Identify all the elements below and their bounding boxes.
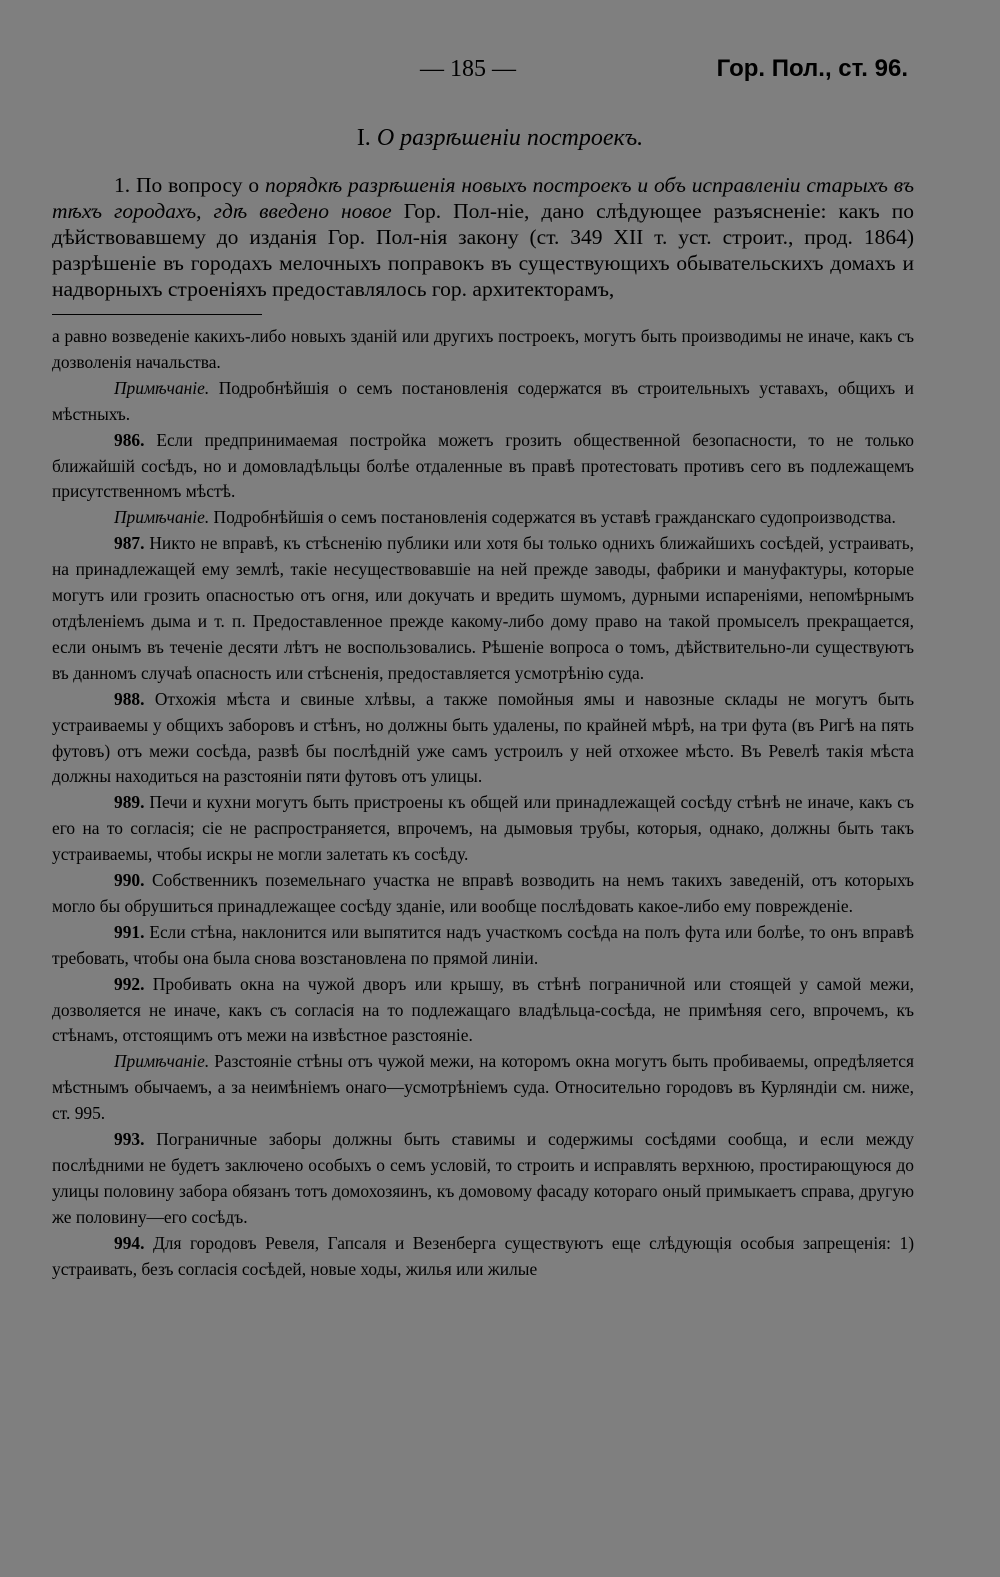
article-number: 992. — [114, 973, 145, 994]
footnote-divider — [52, 314, 262, 315]
note-label: Примѣчаніе. — [114, 377, 210, 398]
intro-number: 1. — [114, 173, 131, 197]
article-paragraph — [52, 1231, 914, 1283]
page-number: — 185 — — [420, 56, 516, 82]
running-title: Гор. Пол., ст. 96. — [716, 55, 908, 82]
paragraph-text: Подробнѣйшія о семъ постановленія содержатся въ уставѣ гражданскаго судопроизводства. — [209, 507, 896, 528]
article-number: 987. — [114, 533, 145, 554]
continuation-paragraph — [52, 324, 914, 376]
running-header — [0, 52, 1000, 92]
article-number: 988. — [114, 688, 145, 709]
article-paragraph — [52, 1127, 914, 1231]
article-number: 989. — [114, 792, 145, 813]
paragraph-text: Собственникъ поземельнаго участка не вправѣ возводить на немъ такихъ заведеній, отъ которыхъ могло бы обрушиться принадлежащее сосѣду зданіе, или вообще послѣдовать какое-либо ему поврежденіе. — [52, 870, 914, 916]
article-number: 986. — [114, 429, 145, 450]
paragraph-text: Печи и кухни могутъ быть пристроены къ общей или принадлежащей сосѣду стѣнѣ не иначе, какъ съ его на то согласія; сіе не распространяется, впрочемъ, на дымовыя трубы, которыя, однако, должны быть такъ устраиваемы, чтобы искры не могли залетать къ сосѣду. — [52, 792, 914, 865]
paragraph-text: Если предпринимаемая постройка можетъ грозить общественной безопасности, то не только ближайшій сосѣдъ, но и домовладѣльцы болѣе отдаленные въ правѣ протестовать противъ сего въ подлежащемъ присутственномъ мѣстѣ. — [52, 429, 914, 502]
paragraph-text: Разстояніе стѣны отъ чужой межи, на которомъ окна могутъ быть пробиваемы, опредѣляется мѣстнымъ обычаемъ, а за неимѣніемъ онаго—усмотрѣніемъ суда. Относительно городовъ въ Курляндіи см. ниже, ст. 995. — [52, 1051, 914, 1124]
article-paragraph — [52, 428, 914, 506]
article-paragraph — [52, 531, 914, 686]
article-paragraph — [52, 687, 914, 791]
note-label: Примѣчаніе. — [114, 507, 210, 528]
section-numeral: I. — [356, 125, 371, 151]
paragraph-text: Подробнѣйшія о семъ постановленія содержатся въ строительныхъ уставахъ, общихъ и мѣстныхъ. — [52, 377, 914, 424]
intro-text-a: По вопросу о — [136, 173, 265, 197]
article-number: 993. — [114, 1129, 145, 1150]
section-title-text: О разрѣшеніи построекъ. — [376, 125, 644, 151]
note-label: Примѣчаніе. — [114, 1051, 210, 1072]
note-paragraph — [52, 376, 914, 428]
article-number: 994. — [114, 1232, 145, 1253]
paragraph-text: Пограничные заборы должны быть ставимы и содержимы сосѣдями сообща, и если между послѣдними не будетъ заключено особыхъ о семъ условій, то строить и исправлять верхнюю, простирающуюся до улицы половину забора обязанъ тотъ домохозяинъ, къ домовому фасаду котораго оный примыкаетъ справа, другую же половину—его сосѣдъ. — [52, 1129, 914, 1227]
intro-text-b: Гор. Пол-ніе, дано слѣдующее разъясненіе: какъ по дѣйствовавшему до изданія Гор. Пол-нія закону (ст. 349 XII т. уст. строит., прод. 1864) разрѣшеніе въ городахъ мелочныхъ поправокъ въ существующихъ обывательскихъ домахъ и надворныхъ строеніяхъ предоставлялось гор. архитекторамъ, — [52, 199, 914, 301]
article-number: 991. — [114, 921, 145, 942]
paragraph-text: а равно возведеніе какихъ-либо новыхъ зданій или другихъ построекъ, могутъ быть производимы не иначе, какъ съ дозволенія начальства. — [52, 326, 914, 372]
article-number: 990. — [114, 870, 145, 891]
paragraph-text: Отхожія мѣста и свиные хлѣвы, а также помойныя ямы и навозные склады не могутъ быть устраиваемы у общихъ заборовъ и стѣнъ, но должны быть удалены, по крайней мѣрѣ, на три фута (въ Ригѣ на пять футовъ) отъ межи сосѣда, развѣ бы послѣдній уже самъ устроилъ у ней отхожее мѣсто. Въ Ревелѣ такія мѣста должны находиться на разстояніи пяти футовъ отъ улицы. — [52, 688, 914, 787]
paragraph-text: Пробивать окна на чужой дворъ или крышу, въ стѣнѣ пограничной или стоящей у самой межи, дозволяется не иначе, какъ съ согласія на то подлежащаго владѣльца-сосѣда, не примѣняя сего, впрочемъ, къ стѣнамъ, отстоящимъ отъ межи на извѣстное разстояніе. — [52, 973, 914, 1046]
intro-paragraph — [52, 172, 914, 302]
statute-text — [52, 324, 914, 1283]
section-title — [0, 125, 1000, 152]
article-paragraph — [52, 972, 914, 1050]
note-paragraph — [52, 505, 914, 531]
article-paragraph — [52, 868, 914, 920]
paragraph-text: Для городовъ Ревеля, Гапсаля и Везенберга существуютъ еще слѣдующія особыя запрещенія: 1) устраивать, безъ согласія сосѣдей, новые ходы, жилья или жилые — [52, 1232, 914, 1279]
note-paragraph — [52, 1049, 914, 1127]
paragraph-text: Если стѣна, наклонится или выпятится надъ участкомъ сосѣда на полъ фута или болѣе, то онъ вправѣ требовать, чтобы она была снова возстановлена по прямой линіи. — [52, 921, 914, 968]
paragraph-text: Никто не вправѣ, къ стѣсненію публики или хотя бы только однихъ ближайшихъ сосѣдей, устраивать, на принадлежащей ему землѣ, такіе несуществовавшіе на ней прежде заводы, фабрики и мануфактуры, которые могутъ или грозить опасностью отъ огня, или докучать и вредить шумомъ, дурными испареніями, непомѣрнымъ отдѣленіемъ дыма и т. п. Предоставленное прежде какому-либо дому право на такой промыселъ прекращается, если онымъ въ теченіе десяти лѣтъ не воспользовались. Рѣшеніе вопроса о томъ, дѣйствительно-ли существуютъ въ данномъ случаѣ опасность или стѣсненія, предоставляется усмотрѣнію суда. — [52, 533, 914, 683]
article-paragraph — [52, 790, 914, 868]
intro-italic: порядкѣ разрѣшенія новыхъ построекъ и объ исправленіи старыхъ въ тѣхъ городахъ, гдѣ введено новое — [52, 173, 914, 223]
article-paragraph — [52, 920, 914, 972]
